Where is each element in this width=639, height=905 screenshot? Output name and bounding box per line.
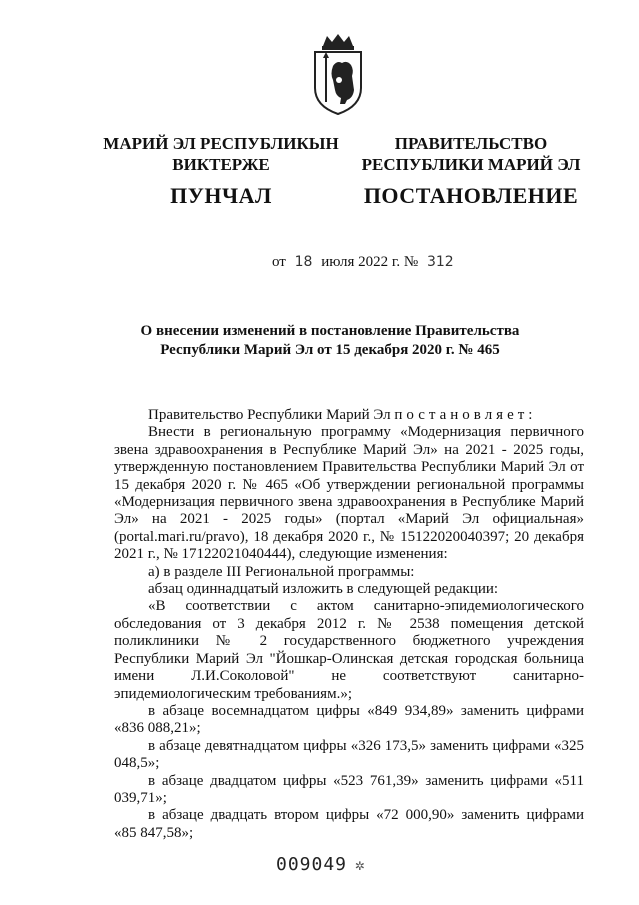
title-line-1: О внесении изменений в постановление Правительства: [140, 323, 520, 339]
header-left-doc-type: ПУНЧАЛ: [170, 183, 272, 208]
document-number: 312: [426, 254, 454, 270]
decree-lead: Правительство Республики Марий Эл: [148, 407, 391, 423]
header-right: [346, 133, 596, 206]
paragraph-abzac: абзац одиннадцатый изложить в следующей редакции:: [148, 581, 499, 598]
paragraph-change-18: в абзаце восемнадцатом цифры «849 934,89» заменить цифрами «836 088,21»;: [114, 702, 584, 737]
serial-value: 009049: [276, 854, 348, 875]
date-line: [272, 254, 459, 271]
coat-of-arms-icon: [309, 32, 367, 116]
paragraph-change-20: в абзаце двадцатом цифры «523 761,39» заменить цифрами «511 039,71»;: [114, 772, 584, 806]
header-right-doc-type: ПОСТАНОВЛЕНИЕ: [363, 183, 579, 208]
document-body: [114, 407, 584, 842]
header-left-line1: МАРИЙ ЭЛ РЕСПУБЛИКЫН: [103, 134, 339, 153]
date-day: 18: [294, 254, 313, 270]
paragraph-quote: «В соответствии с актом санитарно-эпидемиологического обследования от 3 декабря 2012 г. № 2538 помещения детской поликлиники № 2 государственного бюджетного учреждения Республики Марий Эл "Йошкар-Олинская детская городская больница имени Л.И.Соколовой" не соответствуют санитарно-эпидемиологическим требованиям.»;: [114, 598, 584, 702]
title-line-2: Республики Марий Эл от 15 декабря 2020 г. № 465: [160, 342, 500, 358]
paragraph-decree: [114, 407, 584, 424]
paragraph-change-22: в абзаце двадцать втором цифры «72 000,90» заменить цифрами «85 847,58»;: [114, 807, 584, 841]
document-title: [120, 322, 540, 360]
decree-verb: постановляет:: [394, 407, 537, 423]
paragraph-section: а) в разделе III Региональной программы:: [148, 563, 415, 580]
header-right-line1: ПРАВИТЕЛЬСТВО: [394, 134, 548, 153]
header-left-line2: ВИКТЕРЖЕ: [172, 155, 270, 174]
header-left: [96, 133, 346, 206]
date-month-year: июля 2022 г. №: [321, 254, 419, 270]
star-mark-icon: ✲: [355, 855, 366, 874]
paragraph-main: Внести в региональную программу «Модернизация первичного звена здравоохранения в Республике Марий Эл» на 2021 - 2025 годы, утвержденную постановлением Правительства Республики Марий Эл от 15 декабря 2020 г. № 465 «Об утверждении региональной программы «Модернизация первичного звена здравоохранения в Республике Марий Эл» на 2021 - 2025 годы» (портал «Марий Эл официальная» (portal.mari.ru/pravo), 18 декабря 2020 г., № 15122020040397; 20 декабря 2021 г., № 17122021040444), следующие изменения:: [114, 424, 584, 563]
paragraph-change-19: в абзаце девятнадцатом цифры «326 173,5» заменить цифрами «325 048,5»;: [114, 737, 584, 772]
header-right-line2: РЕСПУБЛИКИ МАРИЙ ЭЛ: [361, 155, 581, 174]
serial-number: [276, 854, 366, 875]
date-prefix: от: [272, 254, 286, 270]
